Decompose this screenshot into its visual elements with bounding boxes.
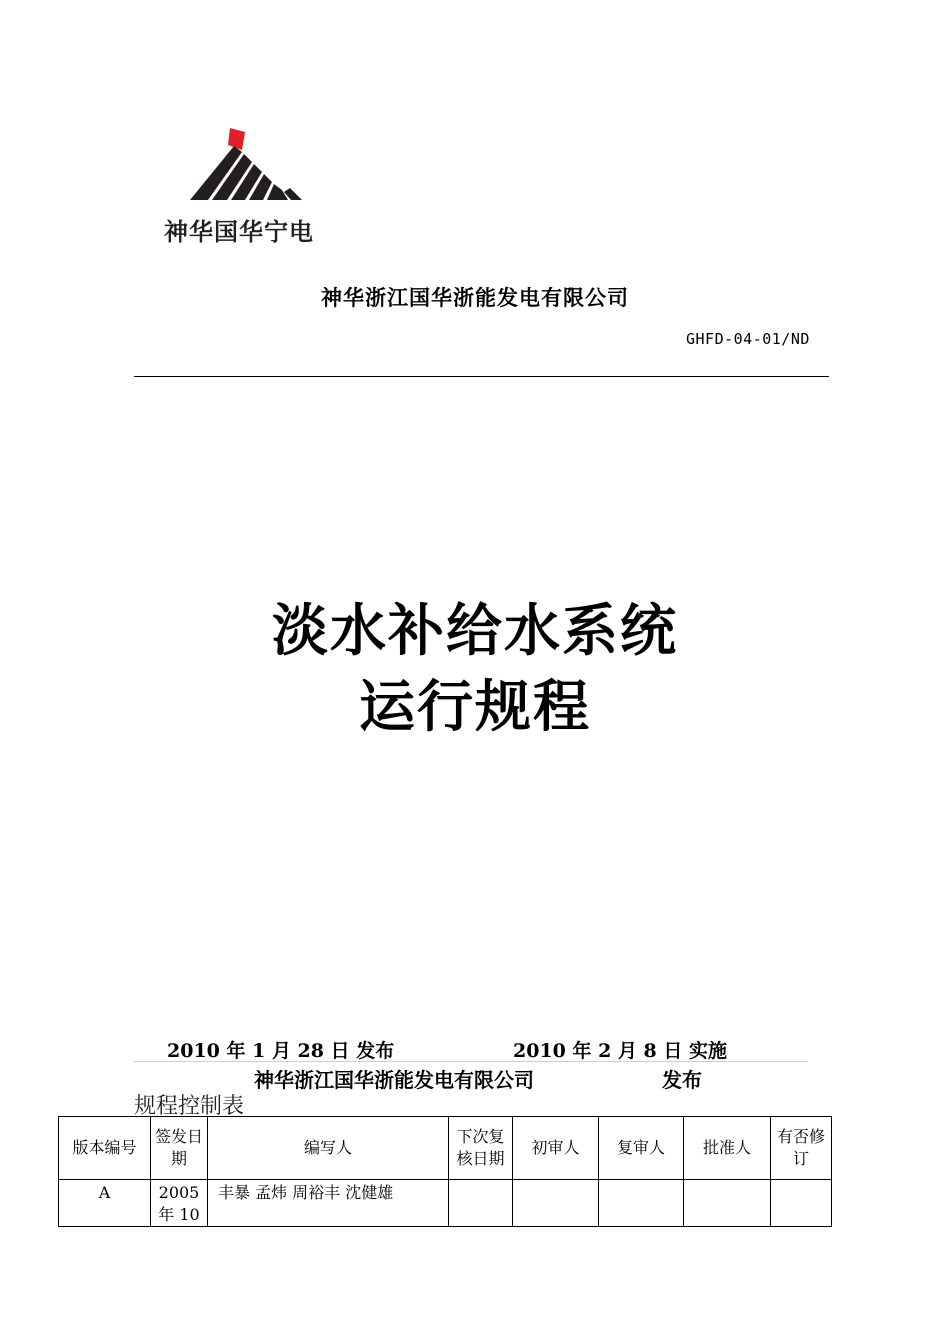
publish-date: 2010 年 1 月 28 日 发布 (167, 1040, 395, 1062)
header-cell: 复审人 (599, 1117, 684, 1180)
header-cell: 版本编号 (59, 1117, 151, 1180)
issuer-name: 神华浙江国华浙能发电有限公司 (254, 1068, 534, 1092)
table-cell: A (59, 1180, 151, 1227)
logo-text: 神华国华宁电 (164, 218, 314, 246)
table-cell (684, 1180, 771, 1227)
document-title-line-1: 淡水补给水系统 (272, 599, 678, 664)
header-cell: 签发日期 (151, 1117, 208, 1180)
footer-divider (134, 1061, 808, 1062)
table-cell: 2005 年 10 (151, 1180, 208, 1227)
document-title-line-2: 运行规程 (359, 675, 591, 740)
table-row (59, 1180, 832, 1227)
header-cell: 有否修订 (771, 1117, 832, 1180)
document-code: GHFD-04-01/ND (686, 330, 810, 348)
control-table-title: 规程控制表 (134, 1094, 245, 1119)
table-cell (449, 1180, 513, 1227)
header-divider (134, 376, 829, 377)
company-name-header: 神华浙江国华浙能发电有限公司 (321, 285, 629, 310)
header-cell: 批准人 (684, 1117, 771, 1180)
header-cell: 初审人 (513, 1117, 599, 1180)
implement-date: 2010 年 2 月 8 日 实施 (513, 1040, 728, 1062)
control-table (58, 1116, 832, 1227)
table-cell (599, 1180, 684, 1227)
table-cell (771, 1180, 832, 1227)
header-cell: 编写人 (208, 1117, 449, 1180)
table-cell (513, 1180, 599, 1227)
table-header-row (59, 1117, 832, 1180)
issuer-verb: 发布 (662, 1068, 702, 1092)
company-logo (160, 128, 340, 246)
header-cell: 下次复核日期 (449, 1117, 513, 1180)
table-cell: 丰暴 孟炜 周裕丰 沈健雄 (208, 1180, 449, 1227)
logo-mark-icon (190, 128, 302, 210)
